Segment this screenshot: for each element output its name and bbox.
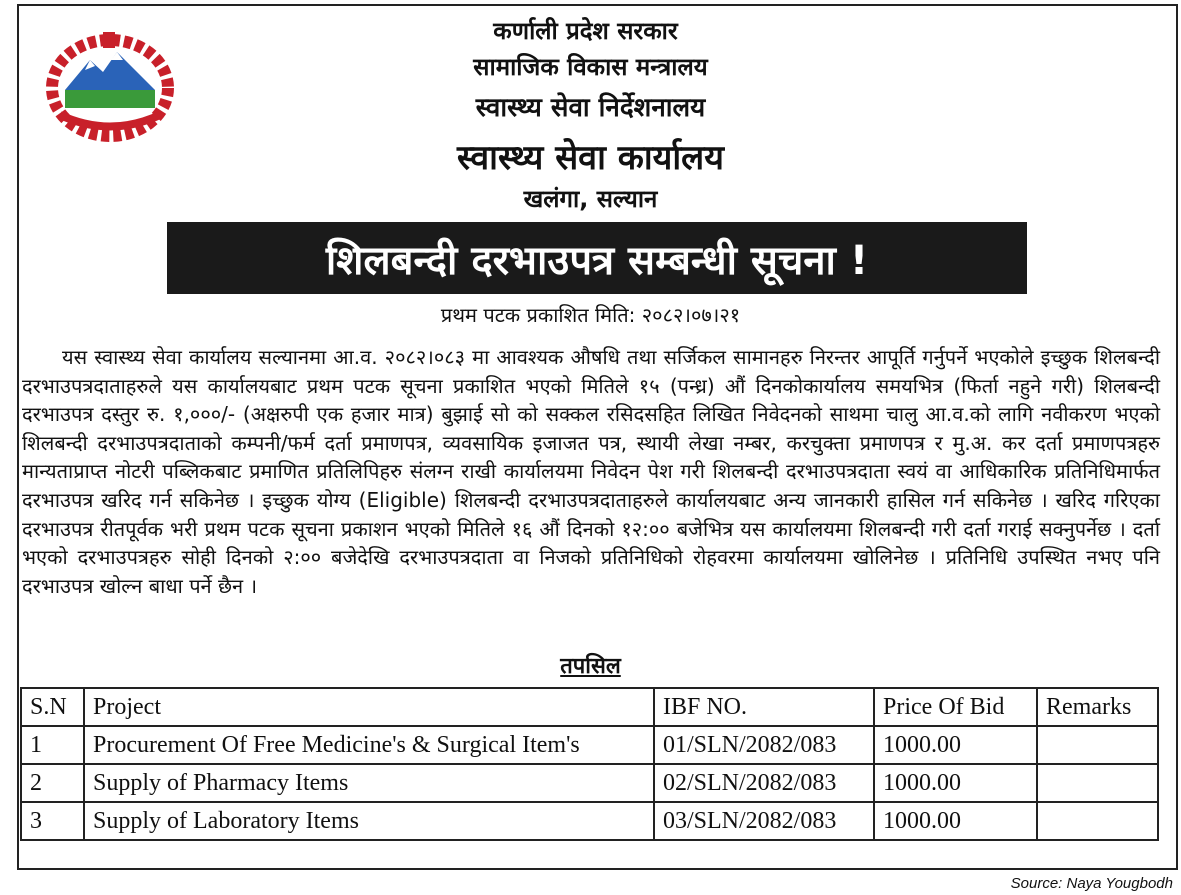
table-row	[21, 802, 1158, 840]
source-credit: Source: Naya Yougbodh	[1010, 875, 1173, 892]
table-title: तपसिल	[560, 654, 621, 679]
cell-price: 1000.00	[874, 764, 1037, 802]
province-government: कर्णाली प्रदेश सरकार	[493, 17, 678, 45]
cell-project: Procurement Of Free Medicine's & Surgical Item's	[84, 726, 654, 764]
header-sn: S.N	[21, 688, 84, 726]
table-row	[21, 726, 1158, 764]
cell-price: 1000.00	[874, 802, 1037, 840]
directorate-name: स्वास्थ्य सेवा निर्देशनालय	[475, 93, 706, 123]
cell-sn: 2	[21, 764, 84, 802]
cell-sn: 3	[21, 802, 84, 840]
table-row	[21, 764, 1158, 802]
cell-remarks	[1037, 726, 1158, 764]
table-header-row	[21, 688, 1158, 726]
header-ibf-no: IBF NO.	[654, 688, 874, 726]
cell-project: Supply of Pharmacy Items	[84, 764, 654, 802]
cell-sn: 1	[21, 726, 84, 764]
cell-ibf-no: 02/SLN/2082/083	[654, 764, 874, 802]
cell-project: Supply of Laboratory Items	[84, 802, 654, 840]
header-project: Project	[84, 688, 654, 726]
notice-title	[167, 222, 1027, 294]
published-date: प्रथम पटक प्रकाशित मिति: २०८२।०७।२१	[440, 303, 741, 327]
cell-remarks	[1037, 764, 1158, 802]
cell-ibf-no: 03/SLN/2082/083	[654, 802, 874, 840]
cell-ibf-no: 01/SLN/2082/083	[654, 726, 874, 764]
office-location: खलंगा, सल्यान	[523, 185, 658, 213]
office-name: स्वास्थ्य सेवा कार्यालय	[457, 138, 724, 178]
ministry-name: सामाजिक विकास मन्त्रालय	[473, 53, 708, 81]
notice-body: यस स्वास्थ्य सेवा कार्यालय सल्यानमा आ.व. २०८२।०८३ मा आवश्यक औषधि तथा सर्जिकल सामानहरु निरन्तर आपूर्ति गर्नुपर्ने भएकोले इच्छुक शिलबन्दी दरभाउपत्रदाताहरुले यस कार्यालयबाट प्रथम पटक सूचना प्रकाशित भएको मितिले १५ (पन्ध्र) औं दिनकोकार्यालय समयभित्र (फिर्ता नहुने गरी) शिलबन्दी दरभाउपत्र दस्तुर रु. १,०००/- (अक्षरुपी एक हजार मात्र) बुझाई सो को सक्कल रसिदसहित लिखित निवेदनको साथमा चालु आ.व.को लागि नवीकरण भएको शिलबन्दी दरभाउपत्रदाताको कम्पनी/फर्म दर्ता प्रमाणपत्र, व्यवसायिक इजाजत पत्र, स्थायी लेखा नम्बर, करचुक्ता प्रमाणपत्र र मु.अ. कर दर्ता प्रमाणपत्रहरु मान्यताप्राप्त नोटरी पब्लिकबाट प्रमाणित प्रतिलिपिहरु संलग्न राखी कार्यालयमा निवेदन पेश गरी शिलबन्दी दरभाउपत्रदाता स्वयं वा आधिकारिक प्रतिनिधिमार्फत दरभाउपत्र खरिद गर्न सकिनेछ । इच्छुक योग्य (Eligible) शिलबन्दी दरभाउपत्रदाताहरुले कार्यालयबाट अन्य जानकारी हासिल गर्न सकिनेछ । खरिद गरिएका दरभाउपत्र रीतपूर्वक भरी प्रथम पटक सूचना प्रकाशन भएको मितिले १६ औं दिनको १२:०० बजेभित्र यस कार्यालयमा शिलबन्दी गरी दर्ता गराई सक्नुपर्नेछ । दर्ता भएको दरभाउपत्रहरु सोही दिनको २:०० बजेदेखि दरभाउपत्रदाता वा निजको प्रतिनिधिको रोहवरमा कार्यालयमा खोलिनेछ । प्रतिनिधि उपस्थित नभए पनि दरभाउपत्र खोल्न बाधा पर्ने छैन ।	[22, 345, 1160, 598]
cell-remarks	[1037, 802, 1158, 840]
cell-price: 1000.00	[874, 726, 1037, 764]
bid-table	[20, 687, 1159, 841]
header-price: Price Of Bid	[874, 688, 1037, 726]
header-remarks: Remarks	[1037, 688, 1158, 726]
notice-title-text: शिलबन्दी दरभाउपत्र सम्बन्धी सूचना !	[325, 237, 869, 284]
